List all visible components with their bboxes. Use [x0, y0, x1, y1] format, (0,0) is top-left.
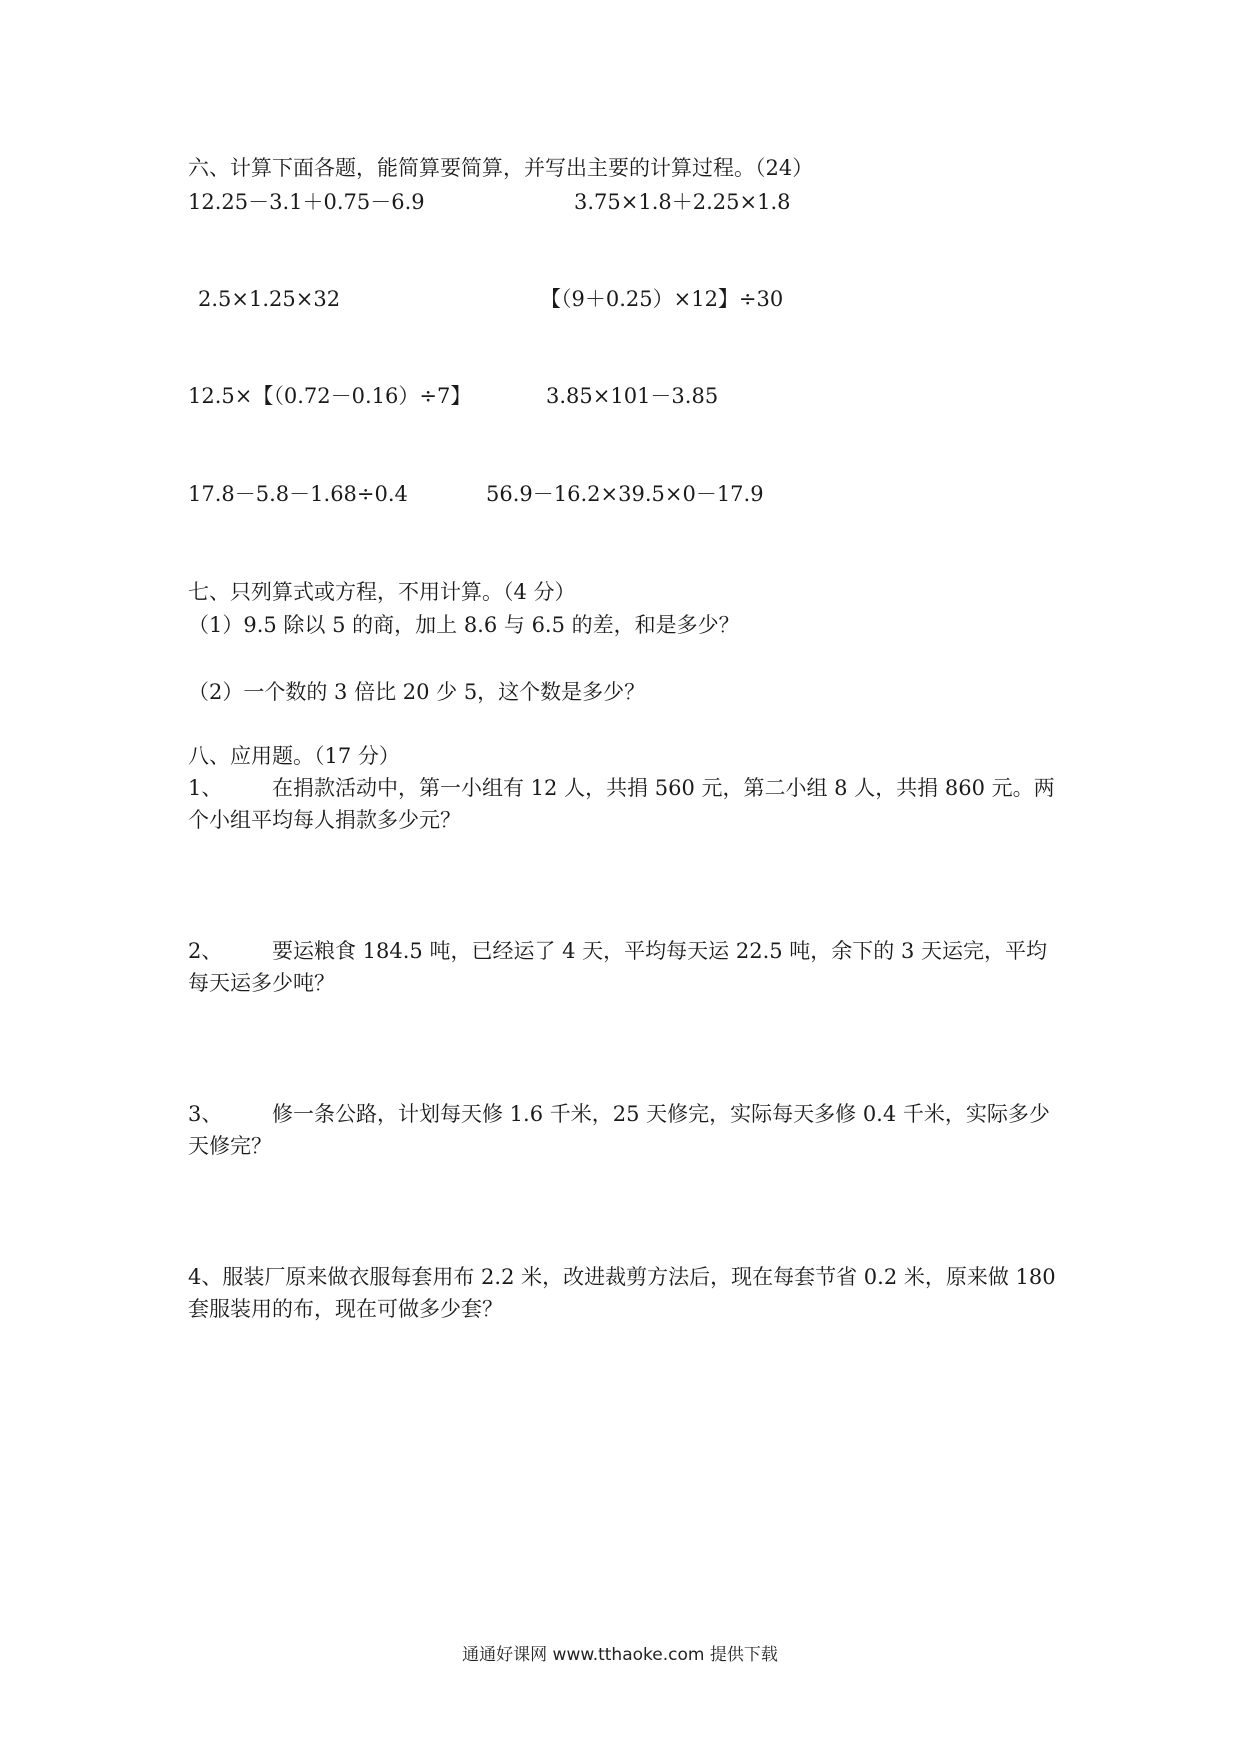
word-problem-number: 2、 — [188, 939, 223, 963]
word-problem-2 — [188, 935, 1058, 999]
word-problem-1 — [188, 772, 1058, 836]
section-7-heading: 七、只列算式或方程，不用计算。（4 分） — [188, 580, 576, 604]
section-6-heading: 六、计算下面各题，能简算要简算，并写出主要的计算过程。（24） — [188, 156, 814, 180]
calc-problem-8: 56.9－16.2×39.5×0－17.9 — [486, 482, 764, 506]
word-problem-text: 修一条公路，计划每天修 1.6 千米，25 天修完，实际每天多修 0.4 千米，实际多少天修完？ — [188, 1102, 1050, 1158]
calc-problem-6: 3.85×101－3.85 — [546, 384, 719, 408]
calc-problem-3: 2.5×1.25×32 — [198, 287, 341, 311]
calc-problem-5: 12.5×【（0.72－0.16）÷7】 — [188, 384, 472, 408]
page-footer: 通通好课网 www.tthaoke.com 提供下载 — [462, 1645, 778, 1665]
word-problem-number: 1、 — [188, 776, 223, 800]
section-8-heading: 八、应用题。（17 分） — [188, 744, 400, 768]
calc-problem-7: 17.8－5.8－1.68÷0.4 — [188, 482, 408, 506]
word-problem-number: 3、 — [188, 1102, 223, 1126]
word-problem-4 — [188, 1261, 1058, 1325]
word-problem-3 — [188, 1098, 1058, 1162]
equation-question-1: （1）9.5 除以 5 的商，加上 8.6 与 6.5 的差，和是多少？ — [188, 613, 740, 637]
word-problem-text: 要运粮食 184.5 吨，已经运了 4 天，平均每天运 22.5 吨，余下的 3 天运完，平均每天运多少吨？ — [188, 939, 1047, 995]
word-problem-text: 4、服装厂原来做衣服每套用布 2.2 米，改进裁剪方法后，现在每套节省 0.2 米，原来做 180 套服装用的布，现在可做多少套？ — [188, 1265, 1056, 1321]
calc-problem-1: 12.25－3.1＋0.75－6.9 — [188, 190, 425, 214]
equation-question-2: （2）一个数的 3 倍比 20 少 5，这个数是多少？ — [188, 680, 646, 704]
calc-problem-2: 3.75×1.8＋2.25×1.8 — [574, 190, 791, 214]
word-problem-text: 在捐款活动中，第一小组有 12 人，共捐 560 元，第二小组 8 人，共捐 860 元。两个小组平均每人捐款多少元？ — [188, 776, 1055, 832]
calc-problem-4: 【（9＋0.25）×12】÷30 — [540, 287, 784, 311]
